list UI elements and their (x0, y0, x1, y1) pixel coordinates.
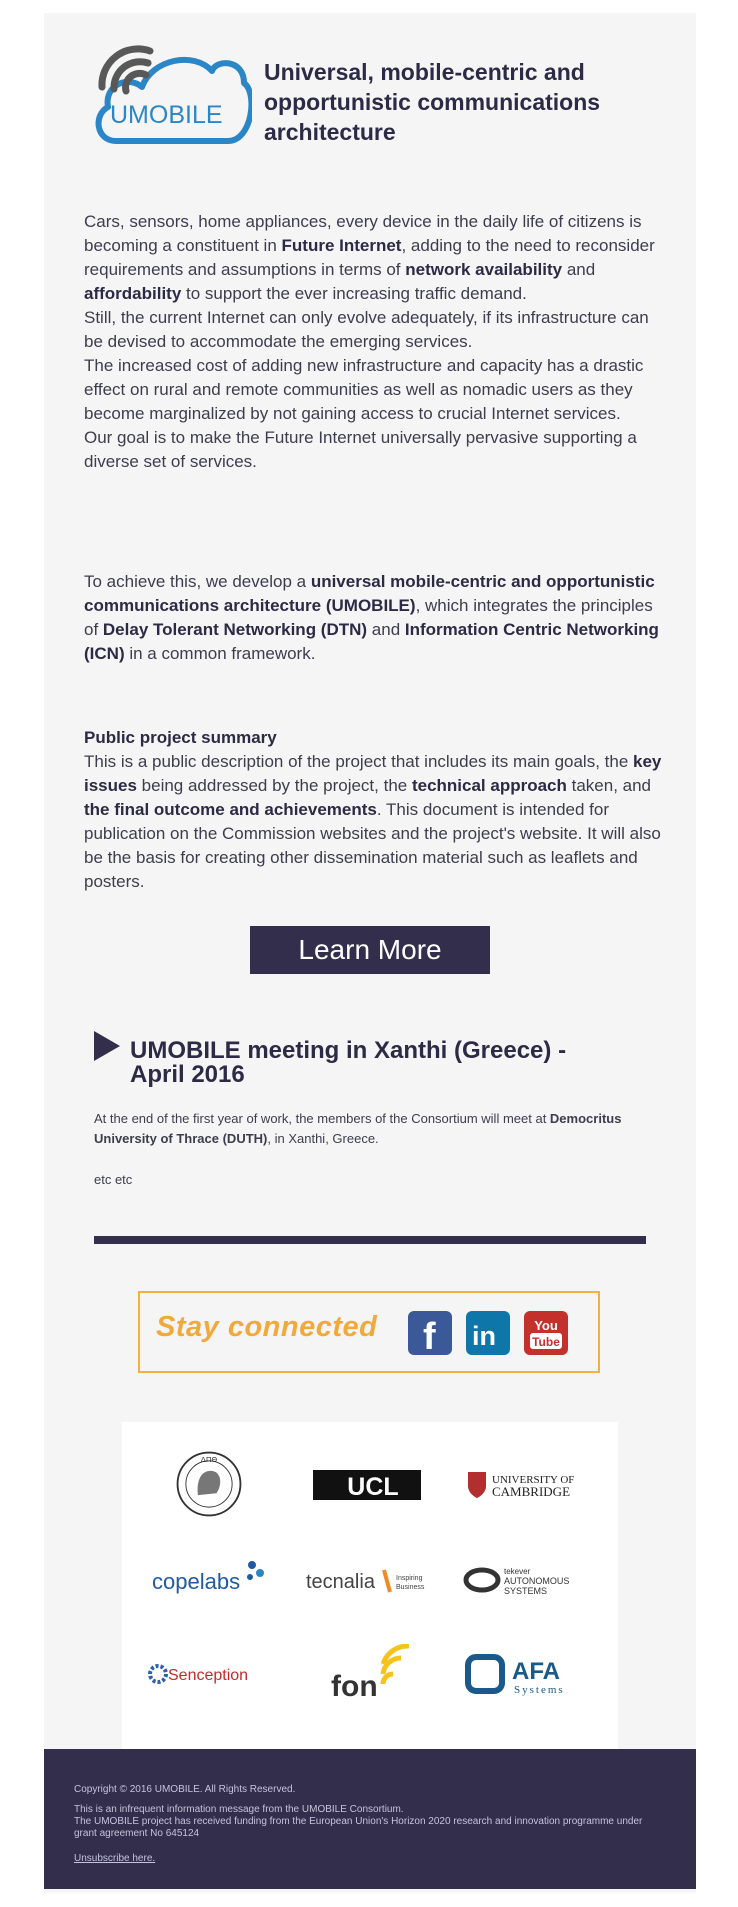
footer (44, 1749, 696, 1889)
footer-info: This is an infrequent information message from the UMOBILE Consortium. The UMOBILE project has received funding from the European Union's Horizon 2020 research and innovation programme under grant agreement No 645124 (74, 1804, 643, 1839)
facebook-icon[interactable] (408, 1311, 452, 1355)
achieve-text: To achieve this, we develop a universal mobile-centric and opportunistic communications architecture (UMOBILE), which integrates the principles of Delay Tolerant Networking (DTN) and Information Centric Networking (ICN) in a common framework. (84, 572, 659, 663)
unsubscribe-link[interactable]: Unsubscribe here. (74, 1853, 156, 1864)
page-title: Universal, mobile-centric and opportunistic communications architecture (264, 59, 601, 145)
stay-connected-label: Stay connected (156, 1311, 378, 1343)
partner-logo-fon (292, 1634, 442, 1714)
svg-text:tekever: tekever (504, 1567, 531, 1576)
svg-text:UNIVERSITY OF: UNIVERSITY OF (492, 1474, 575, 1486)
partner-logo-cambridge (452, 1444, 602, 1524)
copyright-text: Copyright © 2016 UMOBILE. All Rights Reserved. (74, 1784, 296, 1795)
svg-text:in: in (472, 1321, 496, 1351)
email-page (44, 13, 696, 1893)
social-box (138, 1291, 600, 1373)
svg-text:CAMBRIDGE: CAMBRIDGE (492, 1484, 571, 1499)
learn-more-button[interactable]: Learn More (250, 926, 490, 974)
divider (94, 1236, 646, 1244)
svg-text:SYSTEMS: SYSTEMS (504, 1586, 548, 1596)
svg-text:Senception: Senception (168, 1667, 249, 1684)
news-etc: etc etc (94, 1172, 133, 1187)
svg-text:copelabs: copelabs (152, 1569, 241, 1594)
intro-text: Cars, sensors, home appliances, every device in the daily life of citizens is becoming a constituent in Future Internet, adding to the need to reconsider requirements and assumptions in terms of network availability and affordability to support the ever increasing traffic demand. Still, the current Internet can only evolve adequately, if its infrastructure can be devised to accommodate the emerging services. The increased cost of adding new infrastructure and capacity has a drastic effect on rural and remote communities as well as nomadic users as they become marginalized by not gaining access to crucial Internet services. Our goal is to make the Future Internet universally pervasive supporting a diverse set of services. (84, 212, 655, 471)
svg-text:UMOBILE: UMOBILE (110, 101, 223, 129)
header (94, 37, 654, 157)
summary-heading: Public project summary (84, 728, 277, 747)
svg-text:AFA: AFA (512, 1658, 560, 1685)
svg-text:Tube: Tube (532, 1335, 560, 1349)
partner-logo-afa (452, 1634, 602, 1714)
svg-text:UCL: UCL (347, 1473, 399, 1501)
svg-text:tecnalia: tecnalia (306, 1571, 375, 1593)
linkedin-icon[interactable] (466, 1311, 510, 1355)
partner-logo-tekever (452, 1540, 602, 1620)
news-body: At the end of the first year of work, the members of the Consortium will meet at Democritus University of Thrace (DUTH), in Xanthi, Greece. (94, 1111, 622, 1146)
svg-text:Inspiring: Inspiring (396, 1575, 423, 1582)
svg-text:Business: Business (396, 1584, 425, 1591)
partner-logo-senception (134, 1634, 284, 1714)
news-title: UMOBILE meeting in Xanthi (Greece) - April 2016 (130, 1037, 567, 1088)
svg-text:You: You (534, 1318, 558, 1333)
partner-logo-ucl (292, 1444, 442, 1524)
summary-text: This is a public description of the project that includes its main goals, the key issues being addressed by the project, the technical approach taken, and the final outcome and achievements. This document is intended for publication on the Commission websites and the project's website. It will also be the basis for creating other dissemination material such as leaflets and posters. (84, 752, 662, 891)
svg-text:fon: fon (331, 1670, 378, 1703)
partner-logo-copelabs (134, 1540, 284, 1620)
play-arrow-icon (94, 1031, 120, 1061)
svg-text:ΔΠΘ: ΔΠΘ (200, 1454, 218, 1464)
partner-logo-tecnalia (292, 1540, 442, 1620)
umobile-logo (94, 37, 252, 157)
partner-logo-duth (134, 1444, 284, 1524)
svg-text:f: f (423, 1316, 436, 1355)
partners-grid (122, 1422, 618, 1754)
svg-text:AUTONOMOUS: AUTONOMOUS (504, 1576, 570, 1586)
youtube-icon[interactable] (524, 1311, 568, 1355)
svg-text:Systems: Systems (514, 1684, 565, 1696)
